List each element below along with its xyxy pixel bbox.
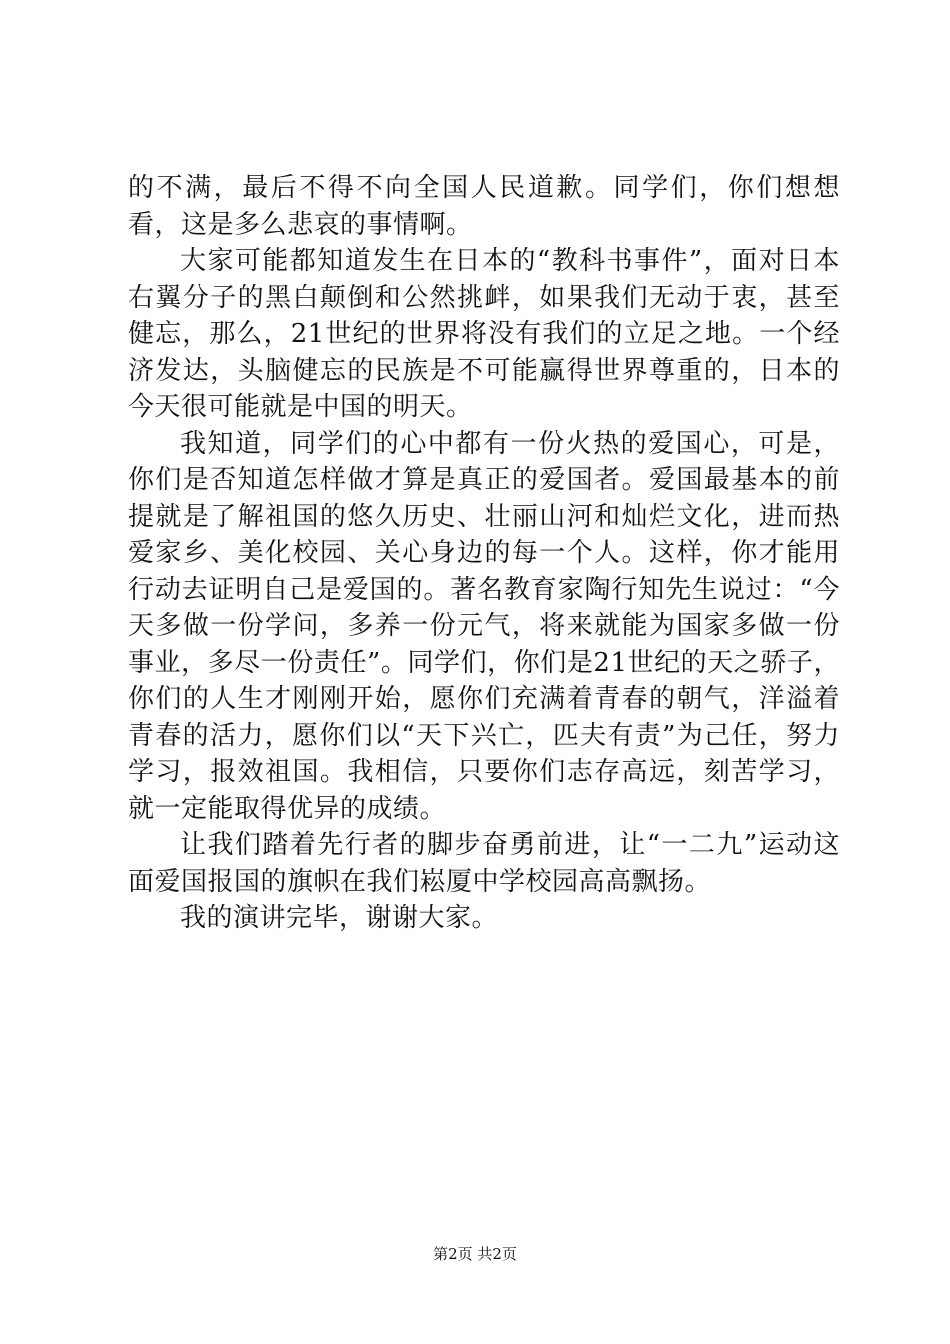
paragraph-continuation: 的不满，最后不得不向全国人民道歉。同学们，你们想想看，这是多么悲哀的事情啊。 (128, 173, 840, 240)
paragraph-closing: 我的演讲完毕，谢谢大家。 (180, 903, 499, 933)
paragraph-call-to-action: 让我们踏着先行者的脚步奋勇前进，让“一二九”运动这面爱国报国的旗帜在我们崧厦中学校园高高飘扬。 (128, 830, 840, 897)
paragraph-textbook-incident: 大家可能都知道发生在日本的“教科书事件”，面对日本右翼分子的黑白颠倒和公然挑衅，如果我们无动于衷，甚至健忘，那么，21世纪的世界将没有我们的立足之地。一个经济发达，头脑健忘的民族是不可能赢得世界尊重的，日本的今天很可能就是中国的明天。 (128, 246, 840, 422)
document-body (128, 170, 840, 937)
paragraph-patriotism: 我知道，同学们的心中都有一份火热的爱国心，可是，你们是否知道怎样做才算是真正的爱国者。爱国最基本的前提就是了解祖国的悠久历史、壮丽山河和灿烂文化，进而热爱家乡、美化校园、关心身边的每一个人。这样，你才能用行动去证明自己是爱国的。著名教育家陶行知先生说过：“今天多做一份学问，多养一份元气，将来就能为国家多做一份事业，多尽一份责任”。同学们，你们是21世纪的天之骄子，你们的人生才刚刚开始，愿你们充满着青春的朝气，洋溢着青春的活力，愿你们以“天下兴亡，匹夫有责”为己任，努力学习，报效祖国。我相信，只要你们志存高远，刻苦学习，就一定能取得优异的成绩。 (128, 428, 840, 824)
page-footer: 第2页 共2页 (433, 1245, 517, 1263)
